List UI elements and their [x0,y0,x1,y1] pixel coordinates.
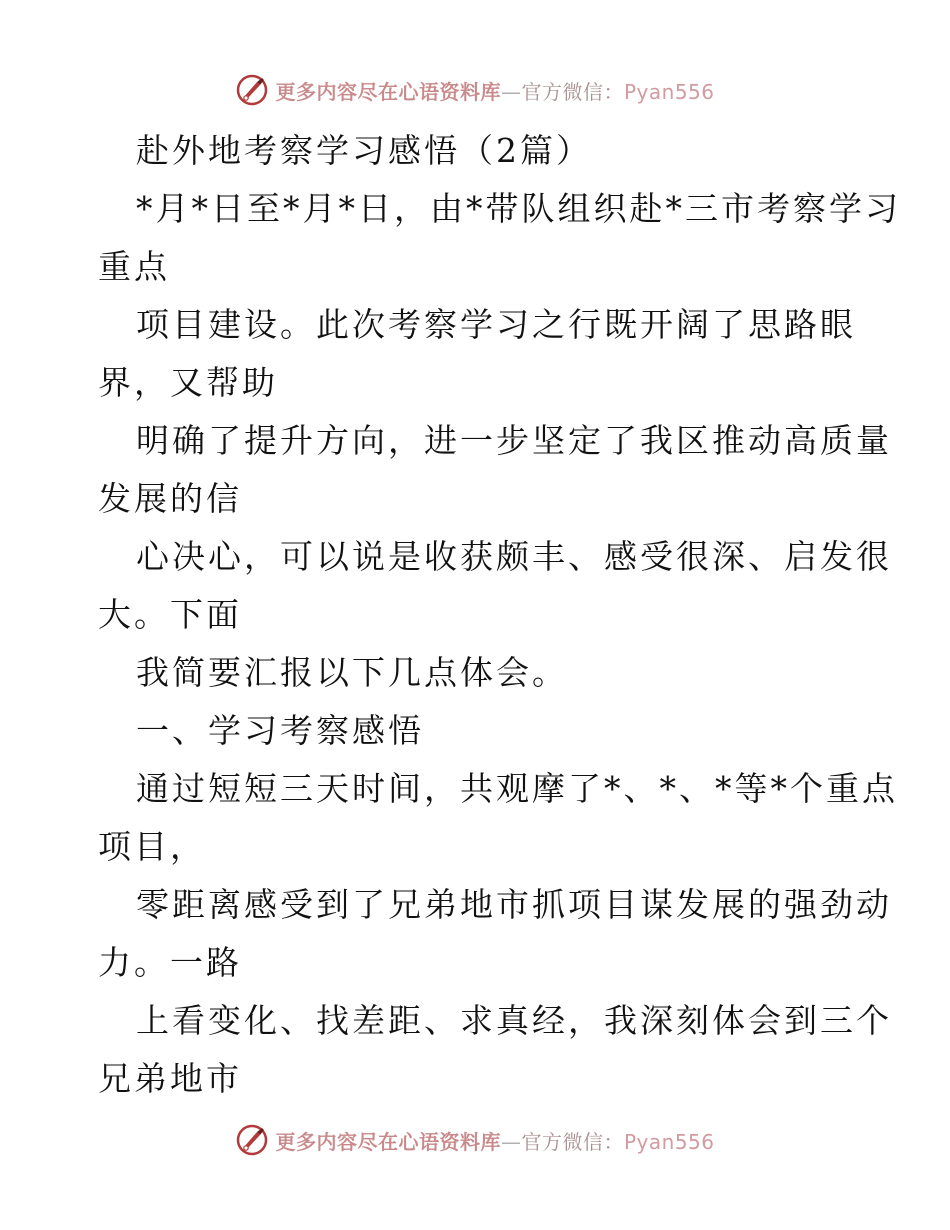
quill-pen-logo-icon [235,73,269,107]
header-separator: — [500,79,522,104]
text-line: 通过短短三天时间，共观摩了*、*、*等*个重点 [136,769,898,808]
footer-separator: — [500,1129,522,1154]
text-line: 重点 [98,247,170,286]
text-line: 项目， [98,827,206,866]
footer-watermark-text [275,1126,714,1155]
document-body [98,122,901,1108]
header-watermark [0,68,950,112]
text-line: 一、学习考察感悟 [136,711,424,750]
text-line: 零距离感受到了兄弟地市抓项目谋发展的强劲动 [136,885,892,924]
header-watermark-text [275,76,714,105]
document-title: 赴外地考察学习感悟（2篇） [136,131,592,170]
footer-wechat-label: 官方微信： [521,1129,624,1154]
text-line: 上看变化、找差距、求真经，我深刻体会到三个 [136,1001,892,1040]
text-line: *月*日至*月*日，由*带队组织赴*三市考察学习 [136,189,901,228]
header-wechat-id: Pyan556 [623,79,715,104]
text-line: 兄弟地市 [98,1059,242,1098]
footer-watermark [0,1118,950,1162]
header-brand: 更多内容尽在心语资料库 [275,79,501,104]
text-line: 大。下面 [98,595,242,634]
text-line: 心决心，可以说是收获颇丰、感受很深、启发很 [136,537,892,576]
quill-pen-logo-icon [235,1123,269,1157]
text-line: 力。一路 [98,943,242,982]
text-line: 界，又帮助 [98,363,278,402]
header-wechat-label: 官方微信： [521,79,624,104]
text-line: 我简要汇报以下几点体会。 [136,653,568,692]
footer-wechat-id: Pyan556 [623,1129,715,1154]
footer-brand: 更多内容尽在心语资料库 [275,1129,501,1154]
text-line: 明确了提升方向，进一步坚定了我区推动高质量 [136,421,892,460]
text-line: 项目建设。此次考察学习之行既开阔了思路眼 [136,305,856,344]
text-line: 发展的信 [98,479,242,518]
